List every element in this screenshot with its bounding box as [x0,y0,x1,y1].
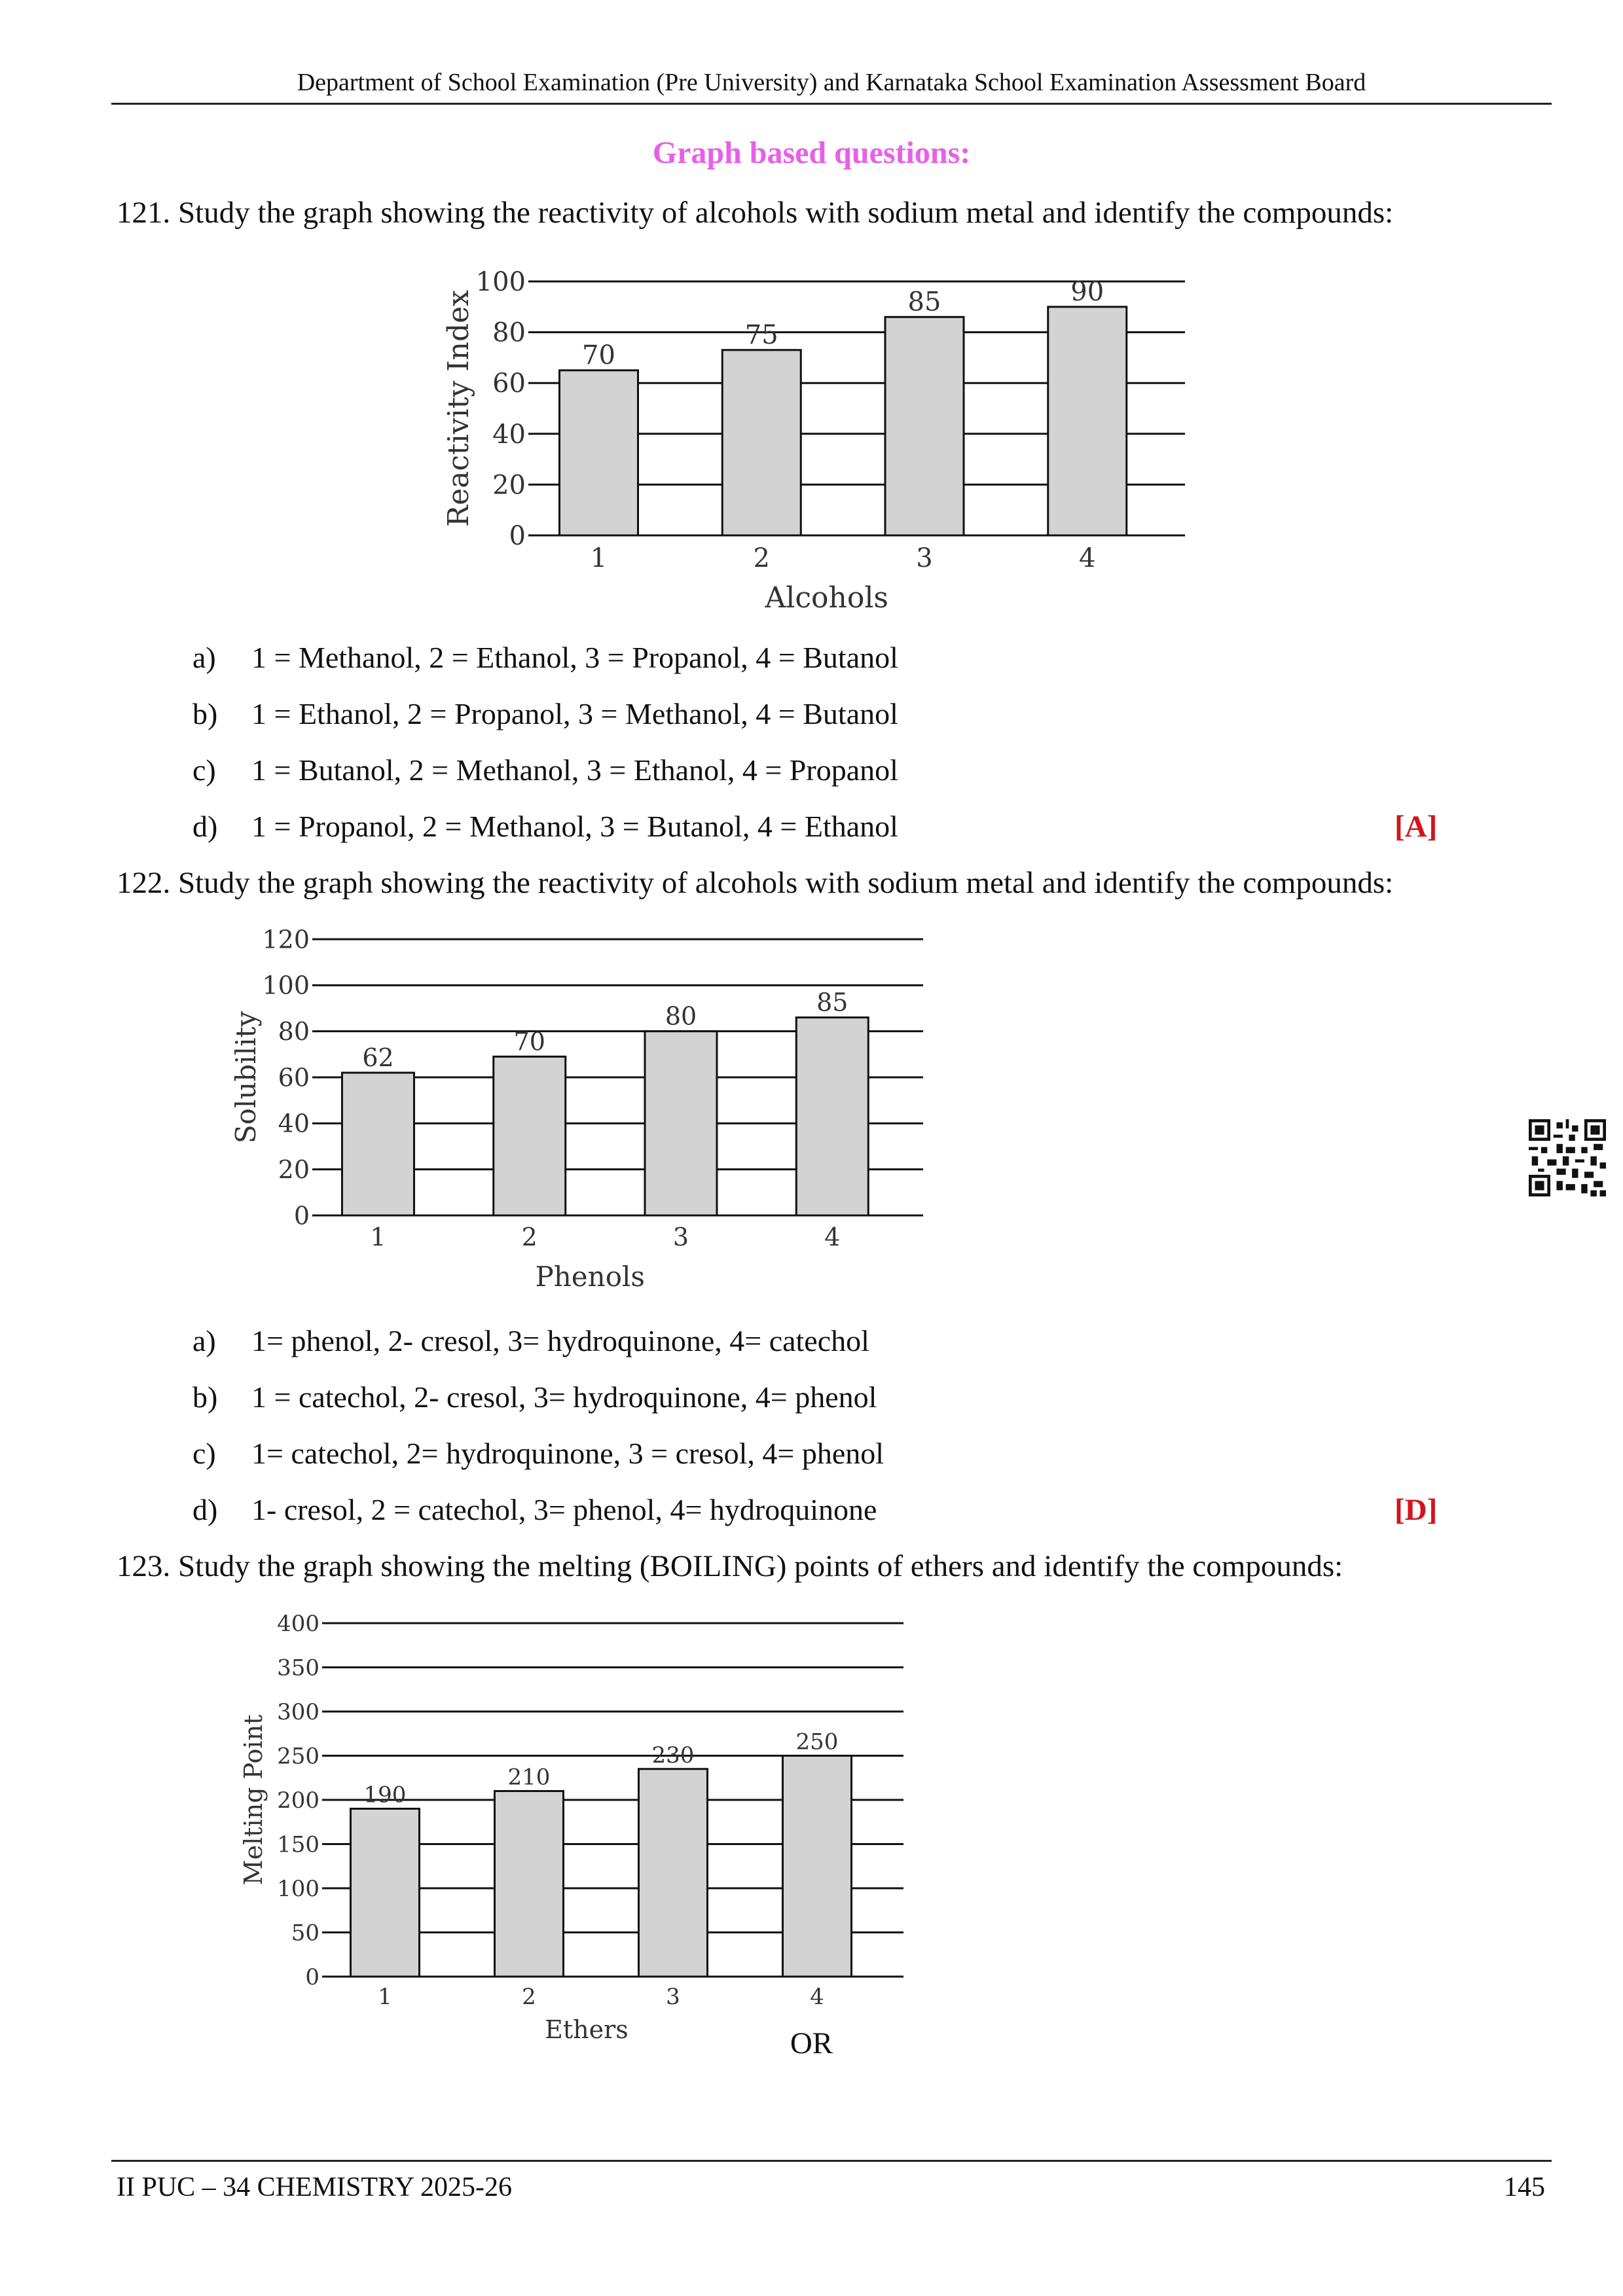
x-axis-label: Alcohols [765,581,888,615]
bar [722,350,801,535]
chart-alcohols-reactivity [419,262,1224,628]
y-tick-label: 0 [305,1964,319,1990]
x-tick-label: 2 [753,543,770,573]
bar-value-label: 190 [363,1782,407,1808]
x-tick-label: 3 [666,1984,680,2010]
x-tick-label: 1 [590,543,608,573]
bar [639,1769,708,1977]
y-axis-label: Reactivity Index [442,290,475,527]
section-title: Graph based questions: [652,135,971,170]
y-tick-label: 400 [277,1610,319,1637]
q122-option-a: a) 1= phenol, 2- cresol, 3= hydroquinone, 4= catechol [192,1324,869,1357]
bar [342,1073,414,1215]
y-tick-label: 40 [278,1109,310,1138]
q122-option-b: b) 1 = catechol, 2- cresol, 3= hydroquinone, 4= phenol [192,1380,877,1414]
x-tick-label: 1 [370,1223,386,1251]
bar [645,1031,717,1215]
bar [885,317,964,535]
bar-value-label: 90 [1070,276,1104,307]
y-tick-label: 80 [278,1016,310,1046]
q122-option-c: c) 1= catechol, 2= hydroquinone, 3 = cresol, 4= phenol [192,1437,884,1470]
y-tick-label: 150 [277,1831,319,1858]
x-tick-label: 3 [672,1223,689,1251]
x-axis-label: Ethers [545,2015,629,2044]
y-tick-label: 0 [293,1201,310,1230]
y-axis-label: Solubility [230,1011,262,1144]
y-tick-label: 40 [492,419,526,450]
y-tick-label: 100 [277,1875,319,1902]
y-axis-label: Melting Point [239,1714,268,1886]
y-tick-label: 20 [278,1155,310,1184]
bar [1048,307,1127,535]
bar-value-label: 80 [665,1001,697,1031]
y-tick-label: 20 [492,470,526,501]
q122-answer: [D] [1395,1493,1438,1527]
x-tick-label: 4 [824,1223,841,1251]
bar-value-label: 85 [816,988,848,1017]
page-header: Department of School Examination (Pre University) and Karnataka School Examination Assessment Board [297,69,1366,96]
q121-option-d: d) 1 = Propanol, 2 = Methanol, 3 = Butanol, 4 = Ethanol [192,810,898,843]
y-tick-label: 50 [291,1920,319,1946]
x-tick-label: 2 [522,1984,536,2010]
x-tick-label: 2 [521,1223,538,1251]
y-tick-label: 250 [277,1743,319,1770]
bar-value-label: 70 [513,1027,545,1056]
y-tick-label: 100 [475,267,526,297]
footer-rule [111,2160,1552,2162]
qr-code-icon [1529,1119,1606,1196]
y-tick-label: 300 [277,1698,319,1725]
question-123: 123. Study the graph showing the melting (BOILING) points of ethers and identify the compounds: [117,1549,1343,1583]
y-tick-label: 60 [492,368,526,399]
x-tick-label: 4 [1079,543,1096,573]
x-axis-label: Phenols [535,1261,645,1293]
y-tick-label: 60 [278,1063,310,1092]
x-tick-label: 4 [810,1984,824,2010]
x-tick-label: 3 [916,543,933,573]
header-rule [111,103,1552,105]
bar [495,1791,564,1977]
bar [351,1809,420,1977]
q121-option-b: b) 1 = Ethanol, 2 = Propanol, 3 = Methanol, 4 = Butanol [192,697,898,730]
bar [560,370,638,535]
y-tick-label: 350 [277,1655,319,1681]
y-tick-label: 0 [509,521,526,551]
y-tick-label: 80 [492,317,526,348]
bar-value-label: 85 [907,287,941,317]
x-tick-label: 1 [378,1984,392,2010]
bar-value-label: 210 [507,1764,551,1791]
bar-value-label: 250 [795,1729,839,1755]
y-tick-label: 200 [277,1787,319,1814]
bar-value-label: 62 [362,1043,394,1072]
question-121: 121. Study the graph showing the reactivity of alcohols with sodium metal and identify the compounds: [117,196,1394,230]
bar [783,1756,852,1977]
q121-option-a: a) 1 = Methanol, 2 = Ethanol, 3 = Propanol, 4 = Butanol [192,641,898,674]
y-tick-label: 100 [262,971,310,1000]
y-tick-label: 120 [262,925,310,954]
footer-title: II PUC – 34 CHEMISTRY 2025-26 [117,2172,512,2202]
bar-value-label: 70 [582,340,615,370]
chart-phenols-solubility [203,926,956,1306]
or-label: OR [790,2026,833,2060]
q121-option-c: c) 1 = Butanol, 2 = Methanol, 3 = Ethanol, 4 = Propanol [192,753,898,787]
bar [796,1018,868,1215]
bar-value-label: 75 [744,319,778,350]
bar [494,1056,566,1215]
q122-option-d: d) 1- cresol, 2 = catechol, 3= phenol, 4= hydroquinone [192,1493,877,1526]
page-number: 145 [1504,2172,1545,2202]
question-122: 122. Study the graph showing the reactivity of alcohols with sodium metal and identify the compounds: [117,866,1394,900]
q121-answer: [A] [1395,810,1438,844]
bar-value-label: 230 [651,1742,695,1768]
